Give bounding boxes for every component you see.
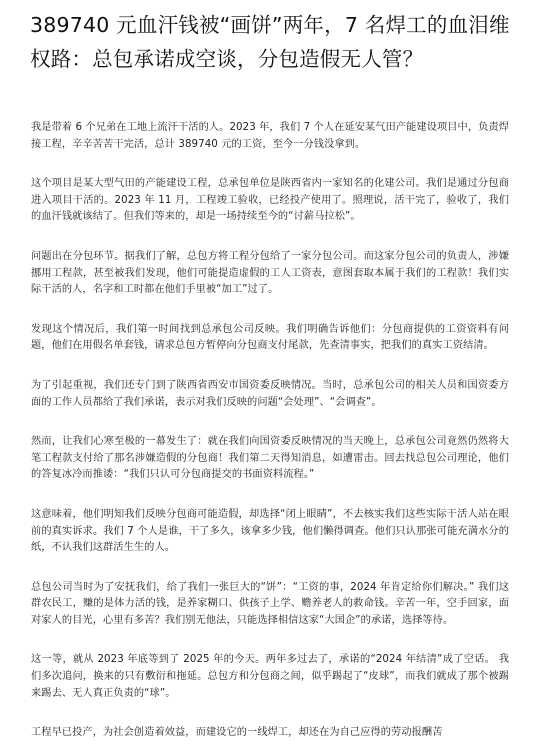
paragraph: 工程早已投产，为社会创造着效益，而建设它的一线焊工，却还在为自己应得的劳动报酬苦 [31, 727, 443, 739]
paragraph: 这个项目是某大型气田的产能建设工程，总承包单位是陕西省内一家知名的化建公司。我们是通过分包商进入项目干活的。2023 年 11 月，工程竣工验收，已经投产使用了。照理说，活干完了，验收了，我们的血汗钱就该结了。但我们等来的，却是一场持续至今的“讨薪马拉松”。 [31, 178, 509, 223]
paragraph: 然而，让我们心寒至极的一幕发生了：就在我们向国资委反映情况的当天晚上，总承包公司竟然仍然将大笔工程款支付给了那名涉嫌造假的分包商！我们第二天得知消息，如遭雷击。回去找总包公司理论，他们的答复冰冷而推诿：“我们只认可分包商提交的书面资料流程。” [31, 436, 509, 481]
paragraph: 这意味着，他们明知我们反映分包商可能造假，却选择“闭上眼睛”，不去核实我们这些实际干活人站在眼前的真实诉求。我们 7 个人是谁，干了多久，该拿多少钱，他们懒得调查。他们只认那张可能充满水分的纸，不认我们这群活生生的人。 [31, 508, 509, 554]
paragraph: 为了引起重视，我们还专门到了陕西省西安市国资委反映情况。当时，总承包公司的相关人员和国资委方面的工作人员都给了我们承诺，表示对我们反映的问题“会处理”、“会调查”。 [31, 379, 509, 408]
article-body [31, 120, 509, 754]
article-title: 389740 元血汗钱被“画饼”两年，7 名焊工的血泪维权路：总包承诺成空谈，分包造假无人管？ [30, 13, 510, 71]
paragraph: 这一等，就从 2023 年底等到了 2025 年的今天。两年多过去了，承诺的“2024 年结清”成了空话。 我们多次追问，换来的只有敷衍和拖延。总包方和分包商之间，似乎踢起了“皮球”，而我们就成了那个被踢来踢去、无人真正负责的“球”。 [31, 654, 509, 699]
paragraph: 发现这个情况后，我们第一时间找到总承包公司反映。我们明确告诉他们：分包商提供的工资资料有问题，他们在用假名单套钱，请求总包方暂停向分包商支付尾款，先查清事实，把我们的真实工资结清。 [31, 323, 509, 352]
paragraph: 总包公司当时为了安抚我们，给了我们一张巨大的“饼”：“工资的事，2024 年肯定给你们解决。” 我们这群农民工，赚的是体力活的钱，是养家糊口、供孩子上学、赡养老人的救命钱。辛苦一年，空手回家，面对家人的目光，心里有多苦？我们别无他法，只能选择相信这家“大国企”的承诺，选择等待。 [31, 581, 509, 626]
paragraph: 问题出在分包环节。据我们了解，总包方将工程分包给了一家分包公司。而这家分包公司的负责人，涉嫌挪用工程款，甚至被我们发现，他们可能提造虚假的工人工资表，意图套取本属于我们的工程款！我们实际干活的人，名字和工时都在他们手里被“加工”过了。 [31, 250, 509, 296]
paragraph: 我是带着 6 个兄弟在工地上流汗干活的人。2023 年，我们 7 个人在延安某气田产能建设项目中，负责焊接工程，辛辛苦苦干完活，总计 389740 元的工资，至今一分钱没拿到。 [31, 122, 509, 150]
